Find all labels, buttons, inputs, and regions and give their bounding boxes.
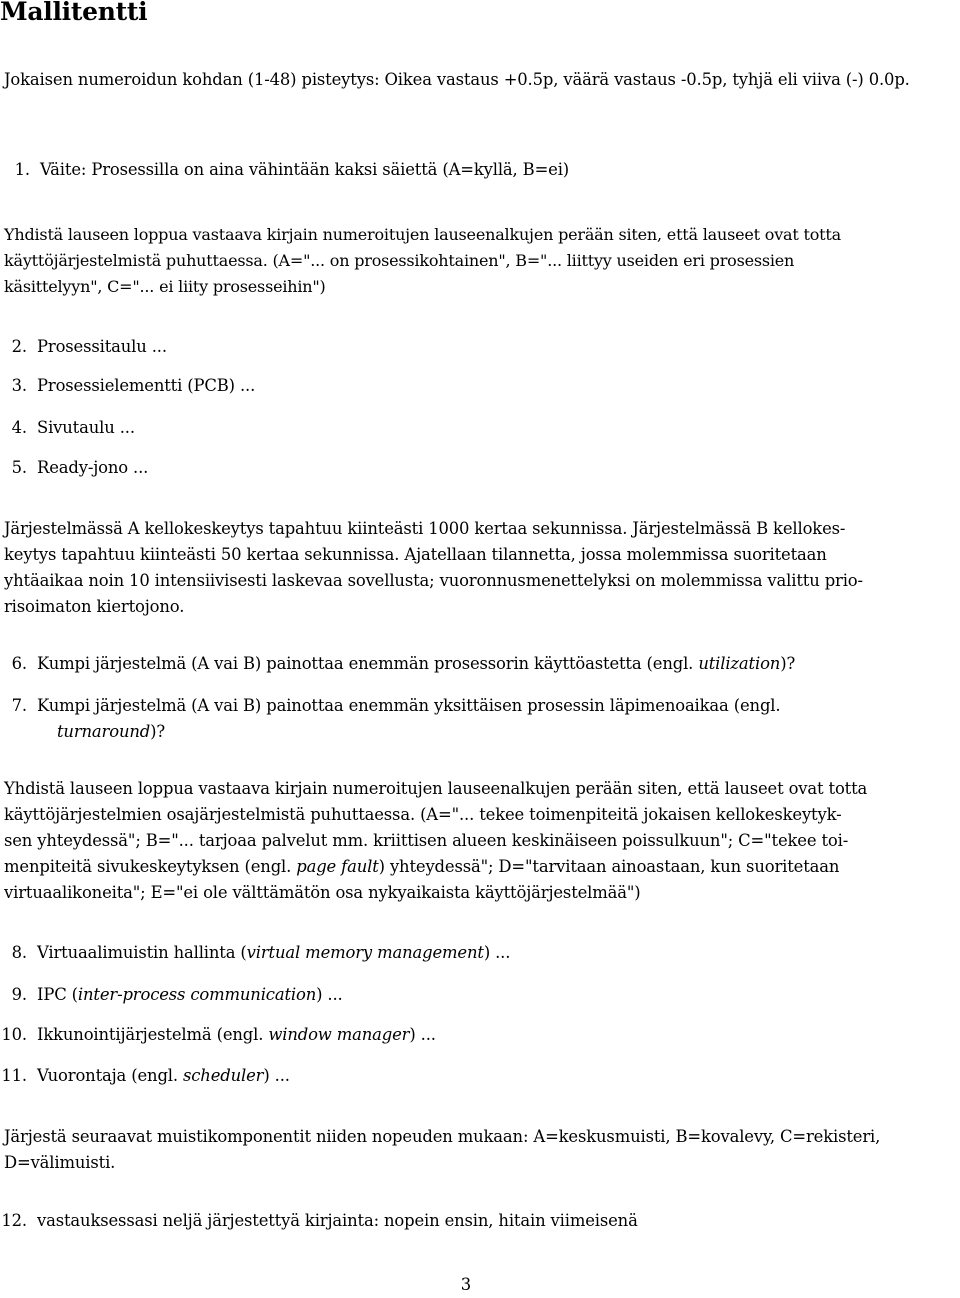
question-number: 12. <box>1 1211 27 1230</box>
question-end: )? <box>150 722 166 741</box>
instruction-line: Yhdistä lauseen loppua vastaava kirjain numeroitujen lauseenalkujen perään siten, että lauseet ovat totta <box>4 779 868 798</box>
english-term: scheduler <box>183 1066 264 1085</box>
question-end: )? <box>780 654 796 673</box>
question-end: ) ... <box>263 1066 290 1085</box>
page-number: 3 <box>460 1275 472 1294</box>
scenario-line: keytys tapahtuu kiinteästi 50 kertaa sekunnissa. Ajatellaan tilannetta, jossa molemmissa suoritetaan <box>4 545 827 564</box>
instruction-line: sen yhteydessä"; B="... tarjoaa palvelut mm. kriittisen alueen keskinäiseen poissulkuun"; C="tekee toi- <box>4 831 849 850</box>
question-11 <box>0 1063 290 1089</box>
question-text: vastauksessasi neljä järjestettyä kirjainta: nopein ensin, hitain viimeisenä <box>37 1211 638 1230</box>
instruction-line: Yhdistä lauseen loppua vastaava kirjain numeroitujen lauseenalkujen perään siten, että lauseet ovat totta <box>4 225 841 244</box>
instruction-text: menpiteitä sivukeskeytyksen (engl. <box>4 857 297 876</box>
question-text: Sivutaulu ... <box>37 418 135 437</box>
question-end: ) ... <box>316 985 343 1004</box>
english-term: inter-process communication <box>77 985 317 1004</box>
instruction-line: käyttöjärjestelmien osajärjestelmistä puhuttaessa. (A="... tekee toimenpiteitä jokaisen kellokeskeytyk- <box>4 805 842 824</box>
scenario-line: risoimaton kiertojono. <box>4 597 185 616</box>
question-12 <box>0 1208 638 1234</box>
question-8 <box>0 940 510 966</box>
question-text: Kumpi järjestelmä (A vai B) painottaa enemmän yksittäisen prosessin läpimenoaikaa (engl. <box>37 696 781 715</box>
scoring-paragraph: Jokaisen numeroidun kohdan (1-48) pisteytys: Oikea vastaus +0.5p, väärä vastaus -0.5p, tyhjä eli viiva (-) 0.0p. <box>4 70 910 89</box>
question-text: Vuorontaja (engl. <box>37 1066 183 1085</box>
question-1 <box>0 157 569 183</box>
question-number: 8. <box>11 943 27 962</box>
question-number: 6. <box>11 654 27 673</box>
question-number: 5. <box>11 458 27 477</box>
question-text: Väite: Prosessilla on aina vähintään kaksi säiettä (A=kyllä, B=ei) <box>40 160 570 179</box>
instruction-paragraph-2 <box>4 776 944 906</box>
english-term: page fault <box>296 857 379 876</box>
question-text: IPC ( <box>37 985 78 1004</box>
question-number: 9. <box>11 985 27 1004</box>
page-title: Mallitentti <box>0 0 148 26</box>
scenario-paragraph <box>4 516 944 620</box>
question-number: 11. <box>1 1066 27 1085</box>
instruction-text: ) yhteydessä"; D="tarvitaan ainoastaan, kun suoritetaan <box>378 857 840 876</box>
question-5 <box>0 455 148 481</box>
instruction-line: käyttöjärjestelmistä puhuttaessa. (A="... on prosessikohtainen", B="... liittyy useiden eri prosessien <box>4 251 795 270</box>
question-end: ) ... <box>483 943 511 962</box>
instruction-line: D=välimuisti. <box>4 1153 116 1172</box>
question-number: 7. <box>11 696 27 715</box>
question-number: 10. <box>1 1025 27 1044</box>
instruction-paragraph-3 <box>4 1124 944 1176</box>
english-term: virtual memory management <box>246 943 484 962</box>
instruction-line: käsittelyyn", C="... ei liity prosesseihin") <box>4 277 326 296</box>
question-end: ) ... <box>409 1025 436 1044</box>
question-4 <box>0 415 135 441</box>
question-3 <box>0 373 255 399</box>
question-number: 1. <box>14 160 30 179</box>
english-term: window manager <box>268 1025 410 1044</box>
question-text: Kumpi järjestelmä (A vai B) painottaa enemmän prosessorin käyttöastetta (engl. <box>37 654 699 673</box>
question-text: Prosessielementti (PCB) ... <box>37 376 256 395</box>
question-7 <box>0 693 780 745</box>
question-6 <box>0 651 795 677</box>
scenario-line: yhtäaikaa noin 10 intensiivisesti laskevaa sovellusta; vuoronnusmenettelyksi on molemmissa valittu prio- <box>4 571 863 590</box>
question-number: 3. <box>11 376 27 395</box>
instruction-paragraph-1 <box>4 222 949 300</box>
instruction-line: virtuaalikoneita"; E="ei ole välttämätön osa nykyaikaista käyttöjärjestelmää") <box>4 883 641 902</box>
question-text: Ready-jono ... <box>37 458 149 477</box>
question-text: Prosessitaulu ... <box>37 337 167 356</box>
question-text: Ikkunointijärjestelmä (engl. <box>37 1025 269 1044</box>
instruction-line: Järjestä seuraavat muistikomponentit niiden nopeuden mukaan: A=keskusmuisti, B=kovalevy, C=rekisteri, <box>4 1127 881 1146</box>
instruction-line <box>4 854 944 880</box>
question-number: 4. <box>11 418 27 437</box>
english-term: utilization <box>698 654 781 673</box>
question-9 <box>0 982 343 1008</box>
scenario-line: Järjestelmässä A kellokeskeytys tapahtuu kiinteästi 1000 kertaa sekunnissa. Järjestelmässä B kellokes- <box>4 519 846 538</box>
question-text: Virtuaalimuistin hallinta ( <box>37 943 247 962</box>
question-10 <box>0 1022 436 1048</box>
question-2 <box>0 334 167 360</box>
english-term: turnaround <box>57 722 151 741</box>
question-number: 2. <box>11 337 27 356</box>
